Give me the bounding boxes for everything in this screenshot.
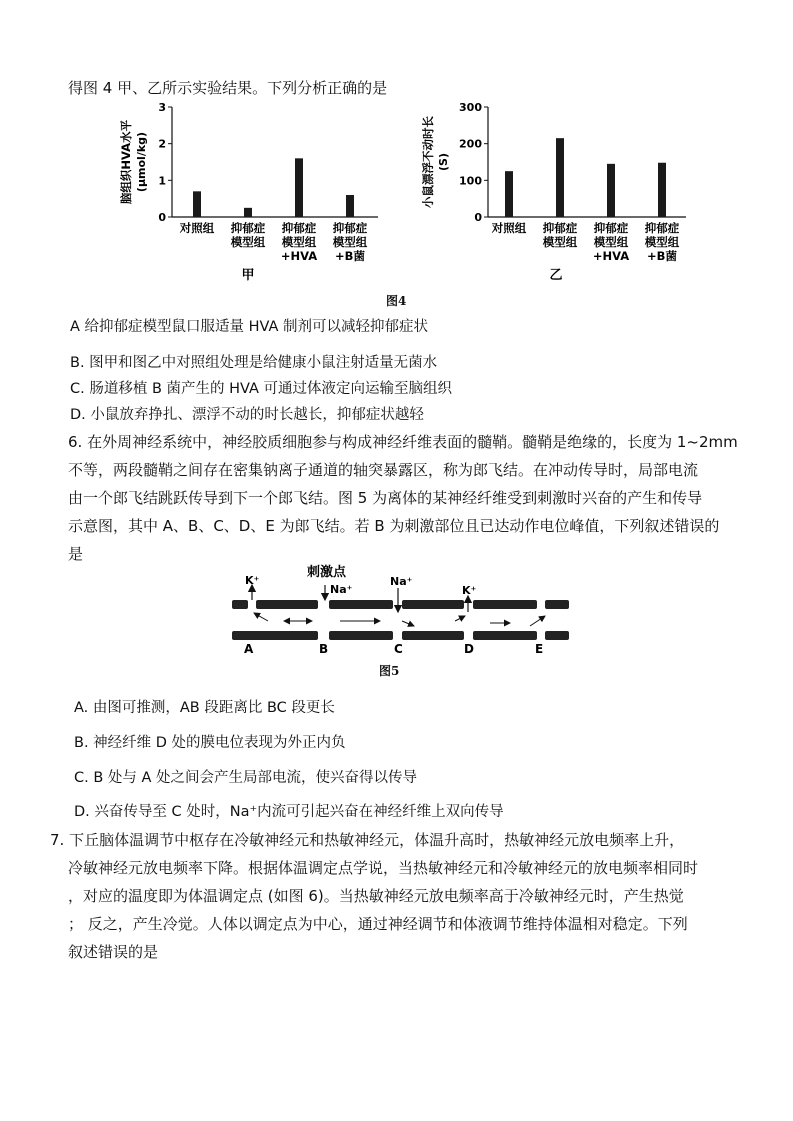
ion-label: K⁺ <box>245 574 260 587</box>
myelin-segment <box>329 631 393 640</box>
myelin-segment <box>232 600 248 609</box>
x-tick-label: 模型组 <box>281 235 317 249</box>
y-tick-label: 1 <box>158 174 166 188</box>
y-tick-label: 300 <box>459 101 482 114</box>
x-tick-label: +B菌 <box>647 249 677 263</box>
y-axis-unit: (μmol/kg) <box>135 131 148 193</box>
y-axis-unit: (S) <box>437 153 450 171</box>
bar <box>244 208 252 217</box>
x-tick-label: +HVA <box>280 249 318 263</box>
node-label: B <box>319 642 329 656</box>
question-6 <box>68 428 780 568</box>
bar <box>607 164 615 217</box>
figure-5-nerve-fiber <box>0 558 793 673</box>
bar <box>346 195 354 217</box>
chart-yi <box>421 101 686 283</box>
y-tick-label: 100 <box>459 174 482 188</box>
y-tick-label: 0 <box>158 211 166 224</box>
figure-5-caption: 图5 <box>379 664 400 678</box>
q6-option-d: D. 兴奋传导至 C 处时，Na⁺内流可引起兴奋在神经纤维上双向传导 <box>74 804 504 820</box>
q6-line: 由一个郎飞结跳跃传导到下一个郎飞结。图 5 为离体的某神经纤维受到刺激时兴奋的产生和传导 <box>68 489 703 507</box>
myelin-segment <box>256 600 318 609</box>
q7-line: ，对应的温度即为体温调定点 (如图 6)。当热敏神经元放电频率高于冷敏神经元时，产生热觉 <box>68 887 684 905</box>
x-tick-label: +B菌 <box>335 249 365 263</box>
myelin-segment <box>232 631 318 640</box>
x-tick-label: 模型组 <box>593 235 629 249</box>
node-label: D <box>464 642 474 656</box>
q6-line: 是 <box>68 545 84 563</box>
x-tick-label: 对照组 <box>491 221 527 235</box>
q5-option-d: D. 小鼠放弃挣扎、漂浮不动的时长越长，抑郁症状越轻 <box>70 407 424 423</box>
myelin-segment <box>329 600 393 609</box>
q6-option-a: A. 由图可推测，AB 段距离比 BC 段更长 <box>74 700 335 716</box>
question-7 <box>50 826 780 966</box>
figure-4 <box>0 95 793 395</box>
x-tick-label: +HVA <box>592 249 630 263</box>
myelin-segment <box>402 600 464 609</box>
x-tick-label: 对照组 <box>179 221 215 235</box>
y-tick-label: 2 <box>158 137 166 151</box>
bar <box>295 158 303 217</box>
q7-line: ； 反之，产生冷觉。人体以调定点为中心，通过神经调节和体液调节维持体温相对稳定。下列 <box>68 915 688 933</box>
q5-option-c: C. 肠道移植 B 菌产生的 HVA 可通过体液定向运输至脑组织 <box>70 381 453 397</box>
q5-option-b: B. 图甲和图乙中对照组处理是给健康小鼠注射适量无菌水 <box>70 355 438 371</box>
x-tick-label: 抑郁症 <box>593 221 629 235</box>
myelin-segment <box>545 631 569 640</box>
node-label: A <box>244 642 254 656</box>
x-tick-label: 模型组 <box>332 235 368 249</box>
bar <box>505 171 513 217</box>
x-tick-label: 抑郁症 <box>230 221 266 235</box>
q6-line: 6. 在外周神经系统中，神经胶质细胞参与构成神经纤维表面的髓鞘。髓鞘是绝缘的，长度为 1~2mm <box>68 433 738 451</box>
ion-label: K⁺ <box>462 584 477 597</box>
x-tick-label: 抑郁症 <box>281 221 317 235</box>
x-tick-label: 抑郁症 <box>644 221 680 235</box>
chart-jia <box>119 101 378 283</box>
x-tick-label: 模型组 <box>230 235 266 249</box>
ion-label: Na⁺ <box>390 575 413 588</box>
y-axis-label: 脑组织HVA水平 <box>119 119 133 205</box>
figure-4-caption: 图4 <box>386 294 407 308</box>
q7-line: 7. 下丘脑体温调节中枢存在冷敏神经元和热敏神经元，体温升高时，热敏神经元放电频率上升， <box>50 831 685 849</box>
y-tick-label: 200 <box>459 137 482 151</box>
myelin-segment <box>402 631 464 640</box>
q6-option-c: C. B 处与 A 处之间会产生局部电流，使兴奋得以传导 <box>74 770 418 786</box>
x-tick-label: 模型组 <box>542 235 578 249</box>
panel-label: 甲 <box>241 268 255 283</box>
bar <box>556 138 564 217</box>
panel-label: 乙 <box>549 268 563 283</box>
q5-option-a: A 给抑郁症模型鼠口服适量 HVA 制剂可以减轻抑郁症状 <box>70 319 429 335</box>
x-tick-label: 抑郁症 <box>542 221 578 235</box>
y-axis-label: 小鼠漂浮不动时长 <box>421 116 435 208</box>
bar <box>658 163 666 217</box>
q7-line: 冷敏神经元放电频率下降。根据体温调定点学说，当热敏神经元和冷敏神经元的放电频率相同时 <box>68 859 699 877</box>
q6-line: 不等，两段髓鞘之间存在密集钠离子通道的轴突暴露区，称为郎飞结。在冲动传导时，局部电流 <box>68 461 699 479</box>
stimulus-label: 刺激点 <box>307 565 347 580</box>
bar <box>193 191 201 217</box>
myelin-segment <box>473 631 537 640</box>
myelin-segment <box>545 600 569 609</box>
question-intro: 得图 4 甲、乙所示实验结果。下列分析正确的是 <box>68 79 388 97</box>
y-tick-label: 0 <box>474 211 482 224</box>
node-label: E <box>535 642 544 656</box>
ion-label: Na⁺ <box>330 583 353 596</box>
x-tick-label: 模型组 <box>644 235 680 249</box>
q6-line: 示意图，其中 A、B、C、D、E 为郎飞结。若 B 为刺激部位且已达动作电位峰值，下列叙述错误的 <box>68 517 720 535</box>
myelin-segment <box>473 600 537 609</box>
q7-line: 叙述错误的是 <box>68 943 159 961</box>
node-label: C <box>394 642 403 656</box>
y-tick-label: 3 <box>158 101 166 114</box>
x-tick-label: 抑郁症 <box>332 221 368 235</box>
q6-option-b: B. 神经纤维 D 处的膜电位表现为外正内负 <box>74 735 346 751</box>
